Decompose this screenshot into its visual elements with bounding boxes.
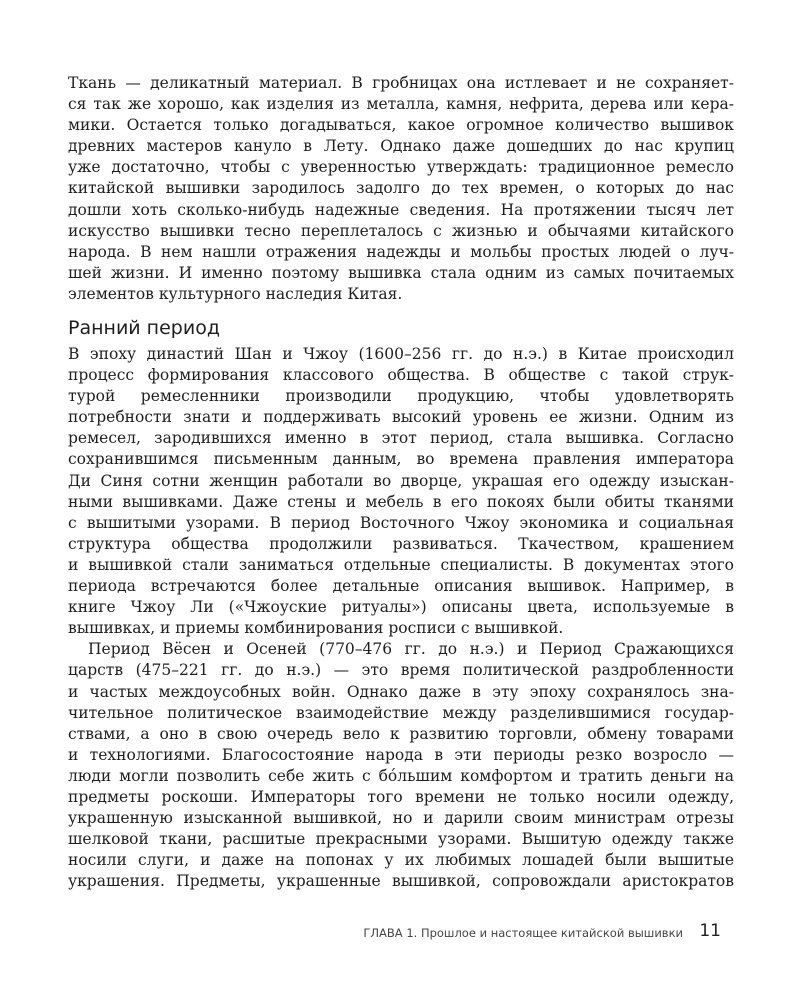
text-line: шей жизни. И именно поэтому вышивка стала одним из самых почитаемых	[68, 263, 734, 282]
text-line: украшенную изысканной вышивкой, но и дарили своим министрам отрезы	[68, 809, 734, 828]
text-line: ными вышивками. Даже стены и мебель в его покоях были обиты тканями	[68, 492, 734, 511]
text-line: вышивках, и приемы комбинирования росписи с вышивкой.	[68, 619, 564, 638]
text-line: элементов культурного наследия Китая.	[68, 284, 403, 303]
text-line: царств (475–221 гг. до н.э.) — это время политической раздробленности	[68, 661, 734, 680]
text-line: уже достаточно, чтобы с уверенностью утверждать: традиционное ремесло	[68, 158, 734, 177]
text-line: В эпоху династий Шан и Чжоу (1600–256 гг. до н.э.) в Китае происходил	[68, 345, 734, 363]
text-line: сохранившимся письменным данным, во времена правления императора	[68, 450, 734, 469]
text-line: ремесел, зародившихся именно в этот период, стала вышивка. Согласно	[68, 429, 734, 448]
text-line: древних мастеров кануло в Лету. Однако даже дошедших до нас крупиц	[68, 137, 734, 156]
text-line: книге Чжоу Ли («Чжоуские ритуалы») описаны цвета, используемые в	[68, 598, 734, 617]
running-footer-chapter: ГЛАВА 1. Прошлое и настоящее китайской вышивки	[363, 926, 683, 940]
text-line: с вышитыми узорами. В период Восточного Чжоу экономика и социальная	[68, 513, 734, 532]
text-line: Период Вёсен и Осеней (770–476 гг. до н.э.) и Период Сражающихся	[88, 640, 734, 659]
text-line: структура общества продолжили развиваться. Ткачеством, крашением	[68, 534, 734, 553]
text-line: народа. В нем нашли отражения надежды и мольбы простых людей о луч-	[68, 242, 734, 261]
text-line: шелковой ткани, расшитые прекрасными узорами. Вышитую одежду также	[68, 830, 734, 849]
text-line: периода встречаются более детальные описания вышивок. Например, в	[68, 577, 734, 596]
text-line: носили слуги, и даже на попонах у их любимых лошадей были вышитые	[68, 851, 734, 870]
text-line: Ди Синя сотни женщин работали во дворце, украшая его одежду изыскан-	[68, 471, 734, 490]
text-line: искусство вышивки тесно переплеталось с жизнью и обычаями китайского	[68, 221, 734, 240]
section-body	[68, 344, 734, 892]
intro-paragraph	[68, 73, 734, 305]
text-line: потребности знати и поддерживать высокий уровень ее жизни. Одним из	[68, 408, 734, 427]
text-line: дошли хоть сколько-нибудь надежные сведения. На протяжении тысяч лет	[68, 200, 734, 219]
text-line: и технологиями. Благосостояние народа в эти периоды резко возросло —	[68, 745, 734, 764]
text-line: чительное политическое взаимодействие между разделившимися государ-	[68, 703, 734, 722]
text-line: Ткань — деликатный материал. В гробницах она истлевает и не сохраняет-	[68, 74, 734, 92]
text-line: украшения. Предметы, украшенные вышивкой, сопровождали аристократов	[68, 872, 734, 891]
text-line: процесс формирования классового общества. В обществе с такой струк-	[68, 366, 734, 385]
text-line: люди могли позволить себе жить с бóльшим комфортом и тратить деньги на	[68, 766, 734, 785]
page-number: 11	[699, 921, 721, 941]
text-line: мики. Остается только догадываться, какое огромное количество вышивок	[68, 116, 734, 135]
text-line: китайской вышивки зародилось задолго до тех времен, о которых до нас	[68, 179, 734, 198]
text-line: и частых междоусобных войн. Однако даже в эту эпоху сохранялось зна-	[68, 682, 734, 701]
text-line: и вышивкой стали заниматься отдельные специалисты. В документах этого	[68, 555, 734, 574]
text-line: ся так же хорошо, как изделия из металла, камня, нефрита, дерева или кера-	[68, 95, 734, 114]
text-line: ствами, а оно в свою очередь вело к развитию торговли, обмену товарами	[68, 724, 734, 743]
text-line: турой ремесленники производили продукцию, чтобы удовлетворять	[68, 387, 734, 406]
section-heading: Ранний период	[68, 317, 220, 339]
text-line: предметы роскоши. Императоры того времени не только носили одежду,	[68, 787, 734, 806]
